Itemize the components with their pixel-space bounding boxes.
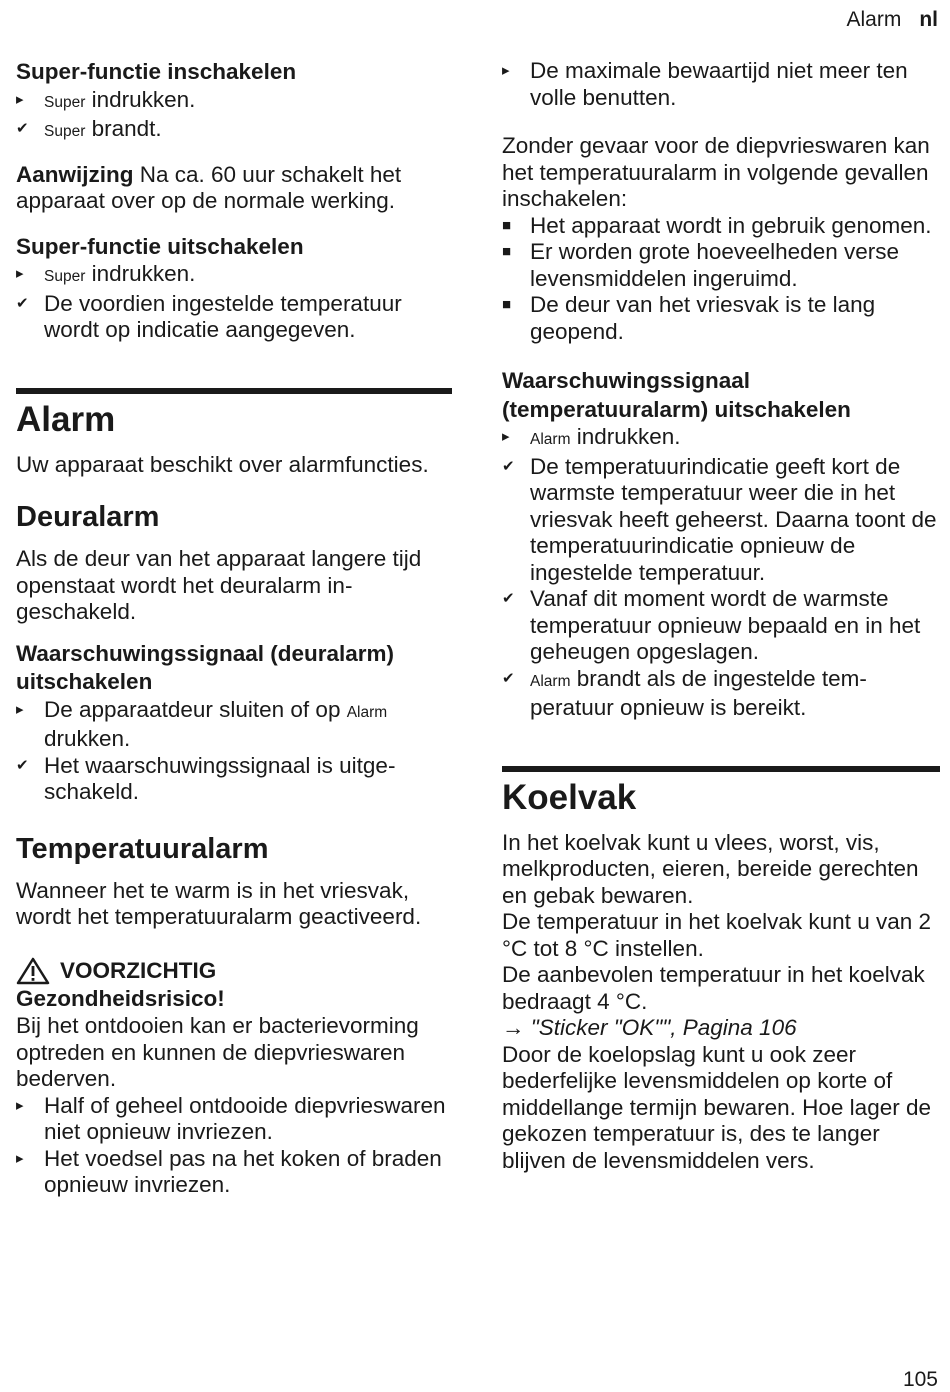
page-link[interactable]: "Sticker "OK"", Pagina 106	[530, 1015, 797, 1040]
step-item	[16, 261, 452, 291]
checkmark-icon: ✔	[16, 120, 29, 137]
caution-steps	[16, 1093, 452, 1199]
temp-alarm-cases	[502, 213, 940, 346]
fridge-title: Koelvak	[502, 777, 637, 817]
step-text: Half of geheel ontdooide diepvrieswaren niet opnieuw invriezen.	[44, 1092, 446, 1144]
door-alarm-title: Deuralarm	[16, 501, 160, 533]
caution-label: VOORZICHTIG	[60, 958, 217, 983]
continued-steps	[502, 58, 940, 111]
note-paragraph	[16, 162, 452, 215]
fridge-p1: In het koelvak kunt u vlees, worst, vis, melkproducten, eieren, bereide gerechten en gebak bewaren.	[502, 829, 919, 908]
result-text: brandt.	[85, 116, 162, 141]
result-text: Het waarschuwingssignaal is uitgeschakeld.	[44, 752, 396, 804]
list-item-text: Er worden grote hoeveelheden verse levensmiddelen ingeruimd.	[530, 239, 899, 291]
page-header	[846, 8, 938, 32]
caution-text: Bij het ontdooien kan er bacterievorming optreden en kunnen de diepvrieswaren bederven.	[16, 1013, 419, 1091]
header-section: Alarm	[846, 8, 902, 31]
result-item	[16, 291, 452, 344]
display-symbol-super: Super	[44, 93, 86, 111]
result-item	[502, 586, 940, 666]
triangle-right-icon: ▸	[16, 265, 24, 282]
door-alarm-steps	[16, 697, 452, 806]
list-item	[502, 292, 940, 345]
triangle-right-icon: ▸	[16, 1149, 24, 1167]
alarm-title: Alarm	[16, 399, 116, 439]
super-on-heading: Super-functie inschakelen	[16, 59, 297, 84]
display-symbol-alarm: Alarm	[346, 703, 388, 721]
step-text: Het voedsel pas na het koken of braden opnieuw invriezen.	[44, 1145, 442, 1197]
checkmark-icon: ✔	[16, 294, 29, 312]
fridge-cross-reference	[502, 1015, 940, 1042]
super-off-steps	[16, 261, 452, 344]
step-item	[502, 424, 940, 454]
triangle-right-icon: ▸	[16, 700, 24, 718]
temp-alarm-off-heading: Waarschuwingssignaal (temperatuuralarm) uitschakelen	[502, 368, 851, 422]
step-item	[16, 1146, 452, 1199]
step-item	[16, 87, 452, 117]
fridge-p3: De aanbevolen temperatuur in het koelvak bedraagt 4 °C.	[502, 962, 925, 1014]
door-alarm-off-heading: Waarschuwingssignaal (deuralarm) uitschakelen	[16, 640, 395, 694]
note-text: Na ca. 60 uur schakelt het apparaat over op de normale werking.	[16, 161, 402, 213]
page-number: 105	[902, 1368, 938, 1391]
super-on-steps	[16, 87, 452, 146]
alarm-intro: Uw apparaat beschikt over alarmfuncties.	[16, 451, 429, 477]
square-bullet-icon: ■	[502, 243, 512, 260]
section-rule	[16, 388, 452, 440]
display-symbol-alarm: Alarm	[530, 431, 571, 448]
note-label: Aanwijzing	[16, 161, 134, 187]
fridge-p2: De temperatuur in het koelvak kunt u van 2 °C tot 8 °C instellen.	[502, 909, 931, 961]
temp-alarm-cases-intro: Zonder gevaar voor de diepvrieswaren kan het temperatuuralarm in volgende gevallen inschakelen:	[502, 133, 930, 211]
list-item	[502, 213, 940, 240]
triangle-right-icon: ▸	[16, 1096, 24, 1114]
list-item	[502, 239, 940, 292]
section-rule	[502, 766, 940, 818]
square-bullet-icon: ■	[502, 296, 512, 313]
right-column	[502, 58, 940, 1174]
caution-subtitle: Gezondheidsrisico!	[16, 985, 225, 1011]
caution-heading	[16, 957, 452, 985]
step-text: De apparaatdeur sluiten of op	[44, 696, 347, 722]
door-alarm-text: Als de deur van het apparaat langere tijd openstaat wordt het deuralarm ingeschakeld.	[16, 546, 422, 624]
triangle-right-icon: ▸	[502, 62, 510, 79]
result-item	[502, 454, 940, 587]
result-item	[16, 753, 452, 806]
checkmark-icon: ✔	[502, 669, 515, 687]
result-item	[16, 116, 452, 146]
result-text: De voordien ingestelde temperatuur wordt op indicatie aangegeven.	[44, 290, 402, 342]
triangle-right-icon: ▸	[16, 90, 24, 108]
fridge-p4: Door de koelopslag kunt u ook zeer bederfelijke levensmiddelen op korte of middellange termijn bewaren. Hoe lager de gekozen temperatuur is, des te langer blijven de levensmiddelen vers.	[502, 1041, 931, 1173]
result-item	[502, 666, 940, 722]
step-item	[16, 1093, 452, 1146]
result-text: Vanaf dit moment wordt de warmste temperatuur opnieuw bepaald en in het geheugen opgeslagen.	[530, 586, 921, 664]
list-item-text: Het apparaat wordt in gebruik genomen.	[530, 212, 932, 238]
step-text: drukken.	[44, 726, 131, 751]
triangle-right-icon: ▸	[502, 428, 510, 445]
step-text: indrukken.	[85, 86, 196, 112]
step-item	[16, 697, 452, 753]
arrow-right-icon: →	[502, 1015, 525, 1040]
header-language: nl	[919, 8, 938, 31]
checkmark-icon: ✔	[502, 457, 515, 475]
left-column	[16, 58, 452, 1199]
step-text: De maximale bewaartijd niet meer ten volle benutten.	[530, 58, 908, 110]
square-bullet-icon: ■	[502, 216, 512, 234]
temp-alarm-off-steps	[502, 424, 940, 722]
step-text: indrukken.	[85, 261, 196, 286]
step-text: indrukken.	[570, 424, 681, 449]
display-symbol-alarm: Alarm	[530, 672, 571, 690]
super-off-heading: Super-functie uitschakelen	[16, 233, 304, 259]
temp-alarm-text: Wanneer het te warm is in het vriesvak, wordt het temperatuuralarm geactiveerd.	[16, 877, 422, 929]
result-text: De temperatuurindicatie geeft kort de warmste temperatuur weer die in het vriesvak heeft geheerst. Daarna toont de temperatuurindicatie opnieuw de ingestelde temperatuur.	[530, 453, 937, 585]
result-text: brandt als de ingestelde temperatuur opnieuw is bereikt.	[530, 665, 867, 720]
caution-block	[16, 957, 452, 1199]
list-item-text: De deur van het vriesvak is te lang geopend.	[530, 292, 876, 344]
display-symbol-super: Super	[44, 123, 86, 140]
checkmark-icon: ✔	[502, 590, 515, 607]
warning-triangle-icon	[16, 957, 50, 985]
display-symbol-super: Super	[44, 268, 86, 285]
step-item	[502, 58, 940, 111]
temp-alarm-title: Temperatuuralarm	[16, 832, 269, 865]
checkmark-icon: ✔	[16, 756, 29, 774]
